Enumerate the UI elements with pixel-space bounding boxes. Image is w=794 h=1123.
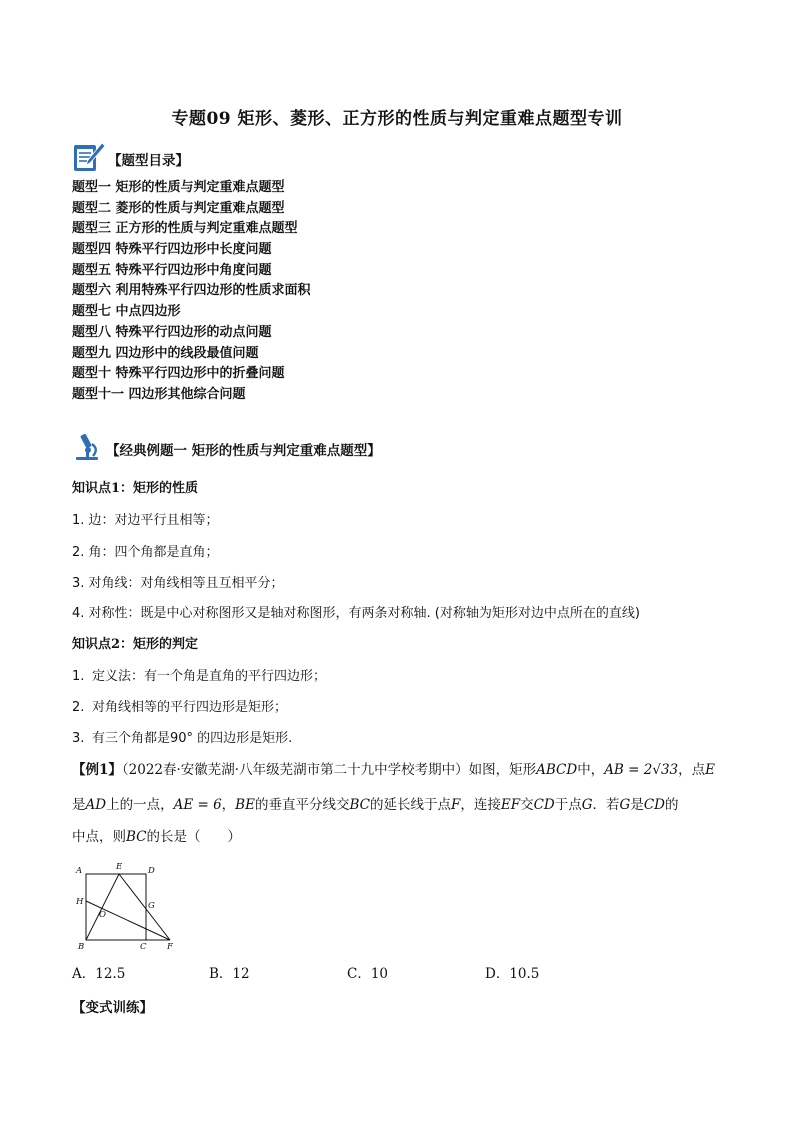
figure-label: F — [167, 942, 173, 952]
toc-heading-label: 【题型目录】 — [108, 153, 189, 169]
kp2-item-number: 1. — [72, 669, 85, 684]
example-text: 于点 — [554, 797, 582, 813]
example-text: ， — [221, 797, 236, 813]
kp1-title: 知识点1：矩形的性质 — [72, 481, 199, 496]
choice-b[interactable]: B．12 — [209, 966, 250, 982]
page-title: 专题09 矩形、菱形、正方形的性质与判定重难点题型专训 — [171, 109, 623, 129]
example-text: 的延长线于点 — [369, 797, 451, 813]
math-var: ABCD — [536, 762, 578, 778]
kp1-item: 4. 对称性：既是中心对称图形又是轴对称图形，有两条对称轴. (对称轴为矩形对边中点所在的直线) — [72, 606, 640, 621]
math-var: E — [705, 762, 715, 778]
toc-item[interactable]: 题型九 四边形中的线段最值问题 — [72, 345, 259, 361]
kp2-title: 知识点2：矩形的判定 — [72, 637, 199, 652]
example-text: 是 — [72, 797, 86, 813]
toc-item[interactable]: 题型二 菱形的性质与判定重难点题型 — [72, 200, 285, 216]
kp2-item-number: 3. — [72, 731, 85, 746]
example-text: 如图，矩形 — [468, 762, 537, 778]
example-text: ，点 — [678, 762, 706, 778]
example-text: 中， — [577, 762, 605, 778]
math-var: EF — [500, 797, 521, 813]
toc-item[interactable]: 题型一 矩形的性质与判定重难点题型 — [72, 180, 285, 195]
math-var: CD — [533, 797, 555, 813]
geometry-figure — [70, 858, 190, 958]
example-tag: 【例1】 — [72, 762, 122, 778]
example-text: 交 — [520, 797, 534, 813]
kp2-item-text: 对角线相等的平行四边形是矩形； — [92, 700, 288, 715]
toc-item[interactable]: 题型五 特殊平行四边形中角度问题 — [72, 262, 272, 278]
math-var: G — [581, 797, 593, 813]
line-hf — [86, 901, 170, 940]
toc-item[interactable]: 题型三 正方形的性质与判定重难点题型 — [72, 221, 298, 237]
microscope-icon — [72, 432, 102, 466]
kp2-item-text: 有三个角都是90° 的四边形是矩形. — [92, 731, 293, 746]
toc-list — [72, 178, 311, 406]
example-line-3 — [72, 822, 732, 852]
math-var: BC — [126, 829, 147, 845]
choice-a[interactable]: A．12.5 — [72, 966, 126, 982]
example-text: 中点，则 — [72, 829, 126, 845]
kp1-item: 1. 边：对边平行且相等； — [72, 513, 219, 528]
toc-item[interactable]: 题型八 特殊平行四边形的动点问题 — [72, 324, 272, 340]
figure-label: O — [99, 910, 106, 920]
figure-label: C — [140, 942, 147, 952]
kp2-item — [72, 665, 326, 684]
toc-item[interactable]: 题型四 特殊平行四边形中长度问题 — [72, 242, 272, 258]
section-heading — [72, 433, 381, 465]
math-expr: AE = 6 — [173, 797, 222, 813]
kp2-item-number: 2. — [72, 700, 85, 715]
example-text: 上的一点， — [106, 797, 174, 813]
kp1-item: 3. 对角线：对角线相等且互相平分； — [72, 576, 284, 591]
math-var: BC — [349, 797, 370, 813]
figure-label: G — [148, 901, 155, 911]
variant-training-heading: 【变式训练】 — [72, 1000, 153, 1016]
example-text: 的 — [664, 797, 679, 813]
figure-label: A — [76, 866, 83, 876]
example-text: ，连接 — [460, 797, 501, 813]
math-var: F — [450, 797, 461, 813]
example-text: 的长是（ ） — [146, 829, 242, 845]
toc-item[interactable]: 题型十一 四边形其他综合问题 — [72, 386, 246, 402]
example-line-2 — [72, 790, 732, 820]
choice-d[interactable]: D．10.5 — [485, 966, 540, 982]
notepad-pencil-icon — [72, 141, 106, 177]
rectangle-abcd — [86, 874, 146, 940]
choice-c[interactable]: C．10 — [347, 966, 389, 982]
toc-item[interactable]: 题型七 中点四边形 — [72, 304, 181, 320]
line-ef — [119, 874, 170, 940]
example-text: ．若 — [592, 797, 620, 813]
kp1-item: 2. 角：四个角都是直角； — [72, 545, 219, 560]
figure-label: B — [78, 942, 85, 952]
math-var: CD — [643, 797, 665, 813]
section-heading-label: 【经典例题一 矩形的性质与判定重难点题型】 — [106, 443, 381, 459]
toc-item[interactable]: 题型十 特殊平行四边形中的折叠问题 — [72, 366, 285, 382]
example-text: 是 — [630, 797, 644, 813]
toc-heading — [72, 142, 189, 176]
figure-label: D — [148, 866, 155, 876]
example-source: （2022春·安徽芜湖·八年级芜湖市第二十九中学校考期中） — [121, 762, 469, 778]
line-be — [86, 874, 119, 940]
kp2-item — [72, 727, 292, 746]
toc-item[interactable]: 题型六 利用特殊平行四边形的性质求面积 — [72, 283, 311, 299]
figure-label: H — [76, 897, 84, 907]
math-var: BE — [235, 797, 255, 813]
math-var: G — [619, 797, 631, 813]
kp2-item-text: 定义法：有一个角是直角的平行四边形； — [92, 669, 327, 684]
math-var: AD — [85, 797, 107, 813]
example-line-1 — [72, 755, 732, 785]
figure-label: E — [116, 862, 123, 872]
example-text: 的垂直平分线交 — [254, 797, 350, 813]
math-expr: AB = 2√33 — [604, 762, 679, 778]
kp2-item — [72, 696, 287, 715]
